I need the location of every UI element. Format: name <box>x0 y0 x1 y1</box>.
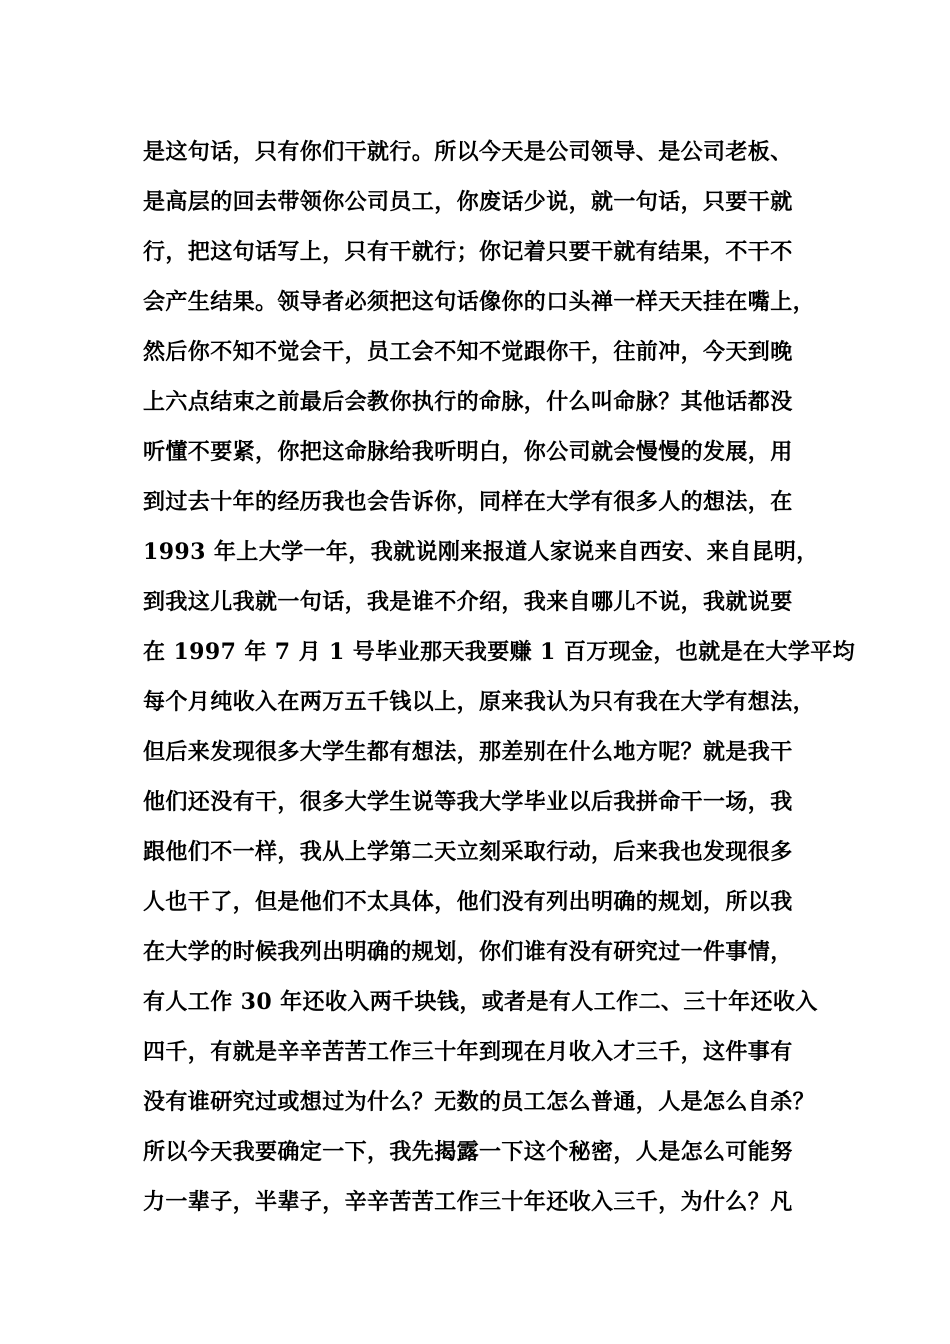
text-line: 会产生结果。领导者必须把这句话像你的口头禅一样天天挂在嘴上， <box>143 289 816 315</box>
text-line: 然后你不知不觉会干，员工会不知不觉跟你干，往前冲，今天到晚 <box>143 339 793 365</box>
text-line: 是这句话，只有你们干就行。所以今天是公司领导、是公司老板、 <box>143 139 793 165</box>
text-line: 但后来发现很多大学生都有想法，那差别在什么地方呢？就是我干 <box>143 739 793 765</box>
body-text <box>143 127 856 1227</box>
text-line: 行，把这句话写上，只有干就行；你记着只要干就有结果，不干不 <box>143 239 793 265</box>
text-line: 到过去十年的经历我也会告诉你，同样在大学有很多人的想法，在 <box>143 489 793 515</box>
text-line: 力一辈子，半辈子，辛辛苦苦工作三十年还收入三千，为什么？凡 <box>143 1189 793 1215</box>
text-line: 听懂不要紧，你把这命脉给我听明白，你公司就会慢慢的发展，用 <box>143 439 793 465</box>
text-line: 他们还没有干，很多大学生说等我大学毕业以后我拼命干一场，我 <box>143 789 793 815</box>
text-line: 四千，有就是辛辛苦苦工作三十年到现在月收入才三千，这件事有 <box>143 1039 793 1065</box>
text-line: 所以今天我要确定一下，我先揭露一下这个秘密，人是怎么可能努 <box>143 1139 793 1165</box>
text-line: 没有谁研究过或想过为什么？无数的员工怎么普通，人是怎么自杀？ <box>143 1089 816 1115</box>
text-line: 上六点结束之前最后会教你执行的命脉，什么叫命脉？其他话都没 <box>143 389 793 415</box>
text-line: 每个月纯收入在两万五千钱以上，原来我认为只有我在大学有想法， <box>143 689 816 715</box>
text-line: 1993 年上大学一年，我就说刚来报道人家说来自西安、来自昆明， <box>143 539 819 565</box>
text-line: 到我这儿我就一句话，我是谁不介绍，我来自哪儿不说，我就说要 <box>143 589 793 615</box>
text-line: 人也干了，但是他们不太具体，他们没有列出明确的规划，所以我 <box>143 889 793 915</box>
text-line: 跟他们不一样，我从上学第二天立刻采取行动，后来我也发现很多 <box>143 839 793 865</box>
text-line: 有人工作 30 年还收入两千块钱，或者是有人工作二、三十年还收入 <box>143 989 818 1015</box>
text-line: 在 1997 年 7 月 1 号毕业那天我要赚 1 百万现金，也就是在大学平均 <box>143 639 856 665</box>
text-line: 在大学的时候我列出明确的规划，你们谁有没有研究过一件事情， <box>143 939 793 965</box>
text-line: 是高层的回去带领你公司员工，你废话少说，就一句话，只要干就 <box>143 189 793 215</box>
